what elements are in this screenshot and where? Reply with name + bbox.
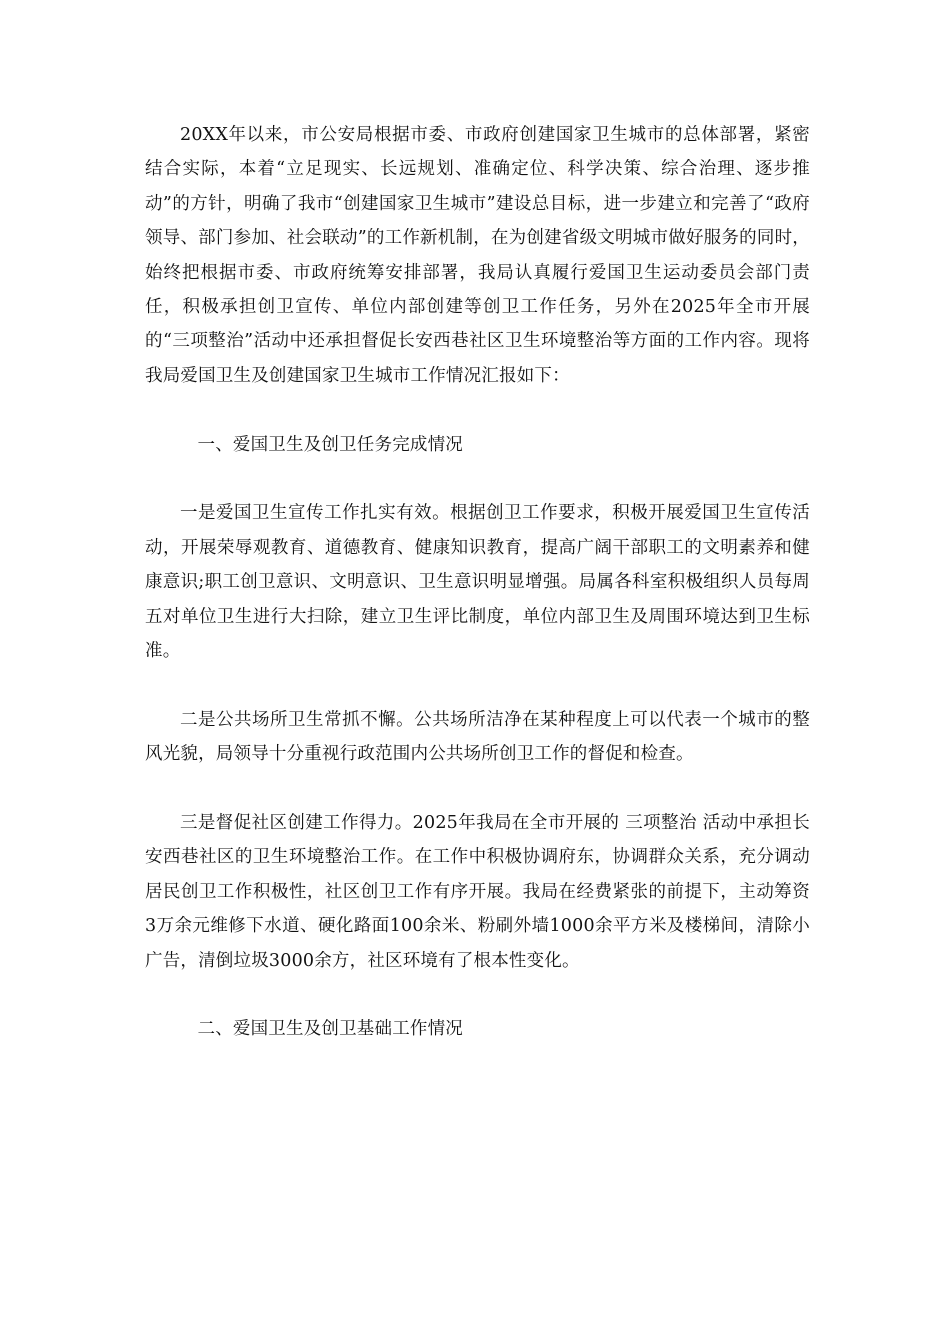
item-paragraph-2: 二是公共场所卫生常抓不懈。公共场所洁净在某种程度上可以代表一个城市的整风光貌，局领导十分重视行政范围内公共场所创卫工作的督促和检查。 — [145, 709, 810, 765]
section-heading-1: 一、爱国卫生及创卫任务完成情况 — [197, 434, 463, 455]
document-body — [145, 118, 810, 1081]
intro-paragraph: 20XX年以来，市公安局根据市委、市政府创建国家卫生城市的总体部署，紧密结合实际，本着“立足现实、长远规划、准确定位、科学决策、综合治理、逐步推动”的方针，明确了我市“创建国家卫生城市”建设总目标，进一步建立和完善了“政府领导、部门参加、社会联动”的工作新机制，在为创建省级文明城市做好服务的同时，始终把根据市委、市政府统筹安排部署，我局认真履行爱国卫生运动委员会部门责任，积极承担创卫宣传、单位内部创建等创卫工作任务，另外在2025年全市开展的“三项整治”活动中还承担督促长安西巷社区卫生环境整治等方面的工作内容。现将我局爱国卫生及创建国家卫生城市工作情况汇报如下： — [145, 125, 810, 386]
section-heading-2: 二、爱国卫生及创卫基础工作情况 — [197, 1019, 463, 1040]
item-paragraph-3: 三是督促社区创建工作得力。2025年我局在全市开展的 三项整治 活动中承担长安西巷社区的卫生环境整治工作。在工作中积极协调府东，协调群众关系，充分调动居民创卫工作积极性，社区创卫工作有序开展。我局在经费紧张的前提下，主动筹资3万余元维修下水道、硬化路面100余米、粉刷外墙1000余平方米及楼梯间，清除小广告，清倒垃圾3000余方，社区环境有了根本性变化。 — [145, 813, 810, 971]
item-paragraph-1: 一是爱国卫生宣传工作扎实有效。根据创卫工作要求，积极开展爱国卫生宣传活动，开展荣辱观教育、道德教育、健康知识教育，提高广阔干部职工的文明素养和健康意识;职工创卫意识、文明意识、卫生意识明显增强。局属各科室积极组织人员每周五对单位卫生进行大扫除，建立卫生评比制度，单位内部卫生及周围环境达到卫生标准。 — [145, 503, 810, 662]
